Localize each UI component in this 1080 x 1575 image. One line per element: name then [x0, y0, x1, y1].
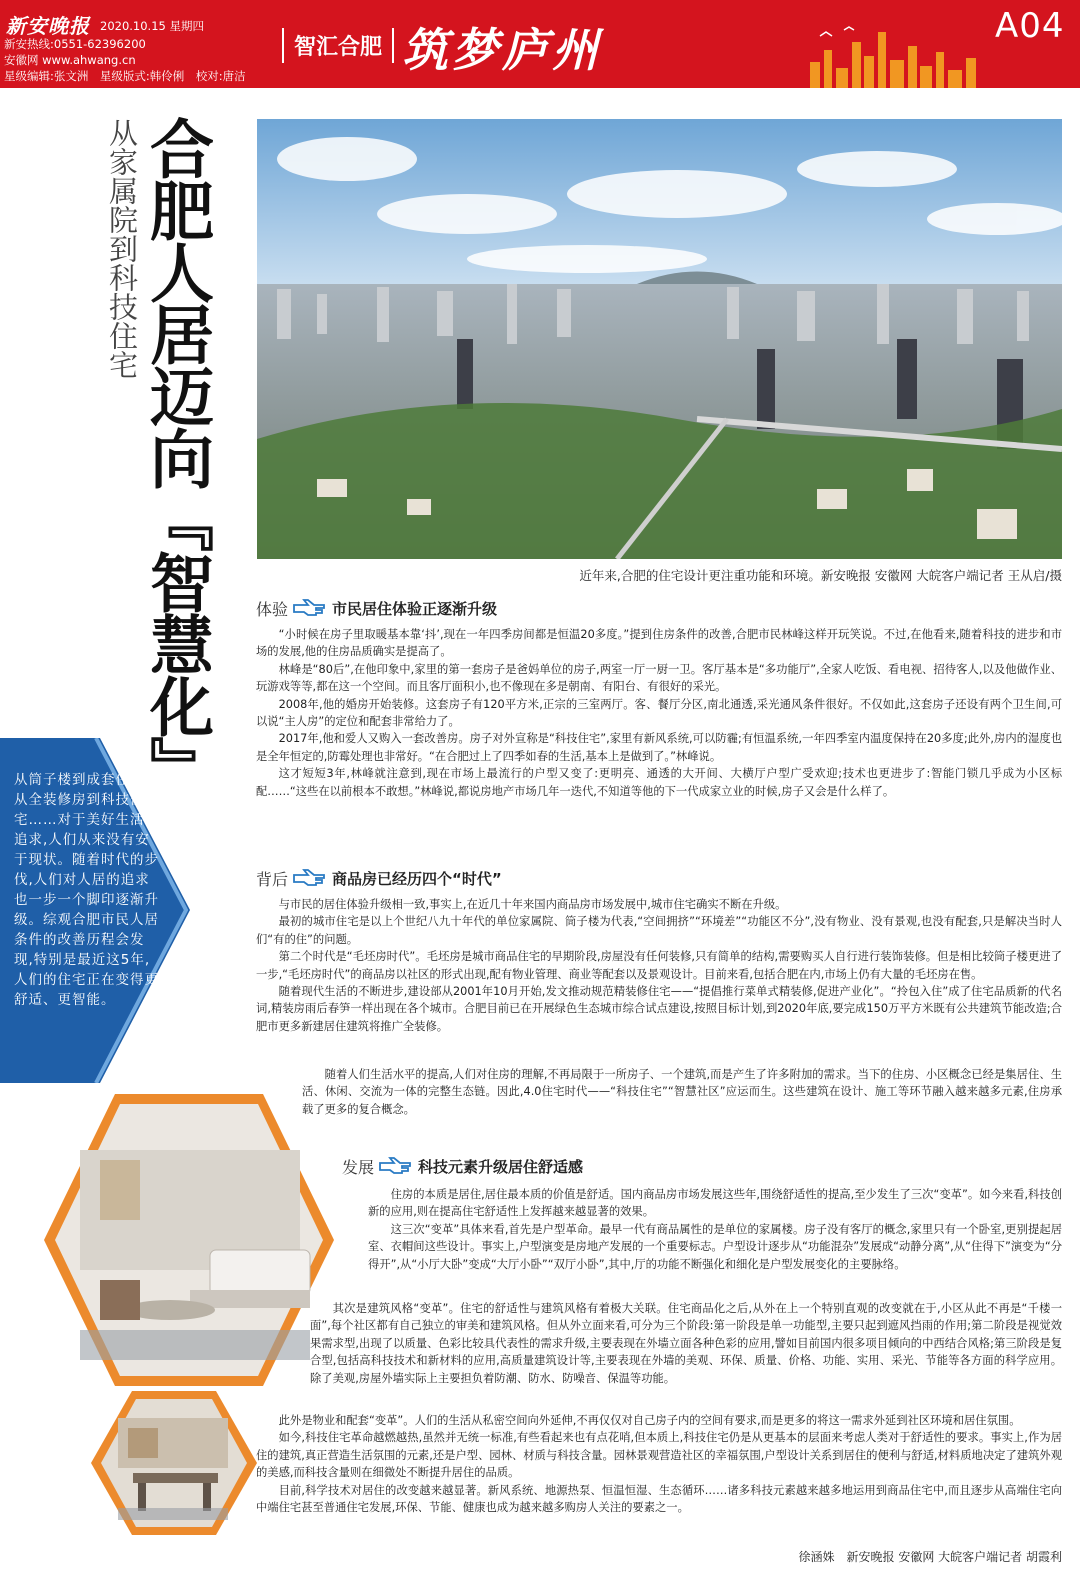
paragraph: 此外是物业和配套“变革”。人们的生活从私密空间向外延伸,不再仅仅对自己房子内的空间有要求,而是更多的将这一需求外延到社区环境和居住氛围。: [278, 1414, 1021, 1427]
paragraph: 随着人们生活水平的提高,人们对住房的理解,不再局限于一所房子、一个建筑,而是产生了许多附加的需求。当下的住房、小区概念已经是集居住、生活、休闲、交流为一体的完整生态链。因此,4.0住宅时代——“科技住宅”“智慧社区”应运而生。这些建筑在设计、施工等环节融入越来越多元素,住房承载了更多的复合概念。: [302, 1068, 1062, 1116]
paragraph: 其次是建筑风格“变革”。住宅的舒适性与建筑风格有着极大关联。住宅商品化之后,从外在上一个特别直观的改变就在于,小区从此不再是“千楼一面”,每个社区都有自己独立的审美和建筑风格。但从外立面来看,可分为三个阶段:第一阶段是单一功能型,主要只起到遮风挡雨的作用;第二阶段是视觉效果需求型,出现了以质量、色彩比较具代表性的需求升级,主要表现在外墙立面各种色彩的应用,譬如目前国内很多项目倾向的中西结合风格;第三阶段是复合型,包括高科技技术和新材料的应用,高质量建筑设计等,主要表现在外墙的美观、环保、质量、价格、功能、实用、采光、节能等各方面的科学应用。除了美观,房屋外墙实际上主要担负着防潮、防水、防噪音、保温等功能。: [310, 1302, 1062, 1385]
paragraph: 2017年,他和爱人又购入一套改善房。房子对外宣称是“科技住宅”,家里有新风系统,可以防霾;有恒温系统,一年四季室内温度保持在20多度;此外,房内的湿度也是全年恒定的,防霉处理也非常好。“在合肥过上了四季如春的生活,基本上是做到了。”林峰说。: [256, 732, 1062, 763]
summary-text: 从筒子楼到成套住宅,从全装修房到科技住宅……对于美好生活的追求,人们从来没有安于现状。随着时代的步伐,人们对人居的追求也一步一个脚印逐渐升级。综观合肥市民人居条件的改善历程会发现,特别是最近这5年,人们的住宅正在变得更舒适、更智能。: [14, 772, 159, 1008]
editor-credits: 星级编辑:张文洲 星级版式:韩伶俐 校对:唐洁: [4, 69, 246, 83]
website-link[interactable]: 安徽网 www.ahwang.cn: [4, 53, 136, 67]
paragraph: 第二个时代是“毛坯房时代”。毛坯房是城市商品住宅的早期阶段,房屋没有任何装修,只有简单的结构,需要购买人自行进行装饰装修。但是相比较筒子楼更进了一步,“毛坯房时代”的商品房以社区的形式出现,配有物业管理、商业等配套以及景观设计。目前来看,包括合肥在内,市场上仍有大量的毛坯房在售。: [256, 950, 1062, 981]
paragraph: 目前,科学技术对居住的改变越来越显著。新风系统、地源热泵、恒温恒湿、生态循环……诸多科技元素越来越多地运用到商品住宅中,而且逐步从高端住宅向中端住宅甚至普通住宅发展,环保、节能、健康也成为越来越多购房人关注的要素之一。: [256, 1483, 1062, 1515]
paragraph: 林峰是“80后”,在他印象中,家里的第一套房子是爸妈单位的房子,两室一厅一厨一卫。客厅基本是“多功能厅”,全家人吃饭、看电视、招待客人,以及他做作业、玩游戏等等,都在这一个空间。而且客厅面积小,也不像现在多是朝南、有阳台、有很好的采光。: [256, 662, 1062, 694]
section-3-body-middle: [310, 1300, 1062, 1387]
paragraph: “小时候在房子里取暖基本靠‘抖’,现在一年四季房间都是恒温20多度。”提到住房条件的改善,合肥市民林峰这样开玩笑说。不过,在他看来,随着科技的进步和市场的发展,他的住房品质确实是提高了。: [256, 628, 1062, 659]
newspaper-masthead: 新安晚报: [6, 14, 90, 38]
paragraph: 与市民的居住体验升级相一致,事实上,在近几十年来国内商品房市场发展中,城市住宅确实不断在升级。: [278, 898, 787, 911]
page-header: [0, 0, 1080, 88]
photo-caption: 近年来,合肥的住宅设计更注重功能和环境。新安晚报 安徽网 大皖客户端记者 王从启/摄: [579, 568, 1062, 583]
section-2-heading: [256, 866, 502, 890]
issue-date: [100, 18, 204, 34]
section-2-title: 商品房已经历四个“时代”: [332, 869, 502, 888]
section-1-title: 市民居住体验正逐渐升级: [332, 599, 498, 618]
section-3-body-lower: [256, 1412, 1062, 1516]
skyline-icon: [800, 22, 1000, 88]
section-1-body: [256, 626, 1062, 800]
section-1-heading: [256, 596, 497, 620]
paragraph: 住房的本质是居住,居住最本质的价值是舒适。国内商品房市场发展这些年,围绕舒适性的提高,至少发生了三次“变革”。如今来看,科技创新的应用,则在提高住宅舒适性上发挥越来越显著的效果。: [368, 1188, 1062, 1219]
date-text: 2020.10.15: [100, 19, 166, 33]
paragraph: 这才短短3年,林峰就注意到,现在市场上最流行的户型又变了:更明亮、通透的大开间、大横厅户型广受欢迎;技术也更进步了:智能门锁几乎成为小区标配……“这些在以前根本不敢想。”林峰说,都说房地产市场几年一迭代,不知道等他的下一代成家立业的时候,房子又会是什么样了。: [256, 767, 1062, 798]
section-3-title: 科技元素升级居住舒适感: [418, 1157, 584, 1176]
weekday-text: 星期四: [169, 19, 205, 33]
hotline-text: 新安热线:0551-62396200: [4, 37, 146, 51]
section-3-heading: [342, 1154, 583, 1178]
paragraph: 2008年,他的婚房开始装修。这套房子有120平方米,正宗的三室两厅。客、餐厅分区,南北通透,采光通风条件很好。不仅如此,这套房子还设有两个卫生间,可以说“主人房”的定位和配套非常给力了。: [256, 697, 1062, 729]
paragraph: 如今,科技住宅革命越燃越热,虽然并无统一标准,有些看起来也有点花哨,但本质上,科技住宅仍是从更基本的层面来考虑人类对于舒适性的要求。事实上,作为居住的建筑,真正营造生活氛围的元素,还是户型、园林、材质与科技含量。园林景观营造社区的幸福氛围,户型设计关系到居住的便利与舒适,材料质地决定了建筑外观的美感,而科技含量则在细微处不断提升居住的品质。: [256, 1431, 1062, 1480]
section-2-label: 背后: [256, 869, 289, 889]
article-title: 合肥人居迈向『智慧化』: [139, 116, 213, 798]
author-byline: 徐涵姝 新安晚报 安徽网 大皖客户端记者 胡霞利: [798, 1550, 1062, 1564]
pointing-hand-icon: [292, 867, 326, 889]
pointing-hand-icon: [378, 1155, 412, 1177]
section-2-body-continued: [302, 1066, 1062, 1118]
paragraph: 这三次“变革”具体来看,首先是户型革命。最早一代有商品属性的是单位的家属楼。房子没有客厅的概念,家里只有一个卧室,更别提起居室、衣帽间这些设计。事实上,户型演变是房地产发展的一个重要标志。户型设计逐步从“功能混杂”发展成“动静分离”,从“住得下”演变为“分得开”,从“小厅大卧”变成“大厅小卧”“双厅小卧”,其中,厅的功能不断强化和细化是户型发展变化的主要脉络。: [368, 1222, 1062, 1271]
section-3-label: 发展: [342, 1157, 375, 1177]
section-title: 筑梦庐州: [402, 23, 602, 77]
section-name: 智汇合肥: [282, 28, 394, 63]
pointing-hand-icon: [292, 597, 326, 619]
dining-room-photo: [88, 1388, 260, 1538]
section-2-body: [256, 896, 1062, 1035]
section-1-label: 体验: [256, 599, 289, 619]
paragraph: 最初的城市住宅是以上个世纪八九十年代的单位家属院、筒子楼为代表,“空间拥挤”“环境差”“功能区不分”,没有物业、没有景观,也没有配套,只是解决当时人们“有的住”的问题。: [256, 915, 1062, 946]
article-subtitle: 从家属院到科技住宅: [105, 118, 139, 379]
page-number: A04: [995, 6, 1065, 46]
city-aerial-photo: [257, 119, 1062, 559]
section-3-body-upper: [368, 1186, 1062, 1273]
living-room-photo: [40, 1090, 338, 1390]
paragraph: 随着现代生活的不断进步,建设部从2001年10月开始,发文推动规范精装修住宅——“提倡推行菜单式精装修,促进产业化”。“拎包入住”成了住宅品质新的代名词,精装房雨后春笋一样出现在各个城市。合肥目前已在开展绿色生态城市综合试点建设,按照目标计划,到2020年底,要完成150万平方米既有公共建筑节能改造;合肥市更多新建居住建筑将推广全装修。: [256, 985, 1062, 1033]
